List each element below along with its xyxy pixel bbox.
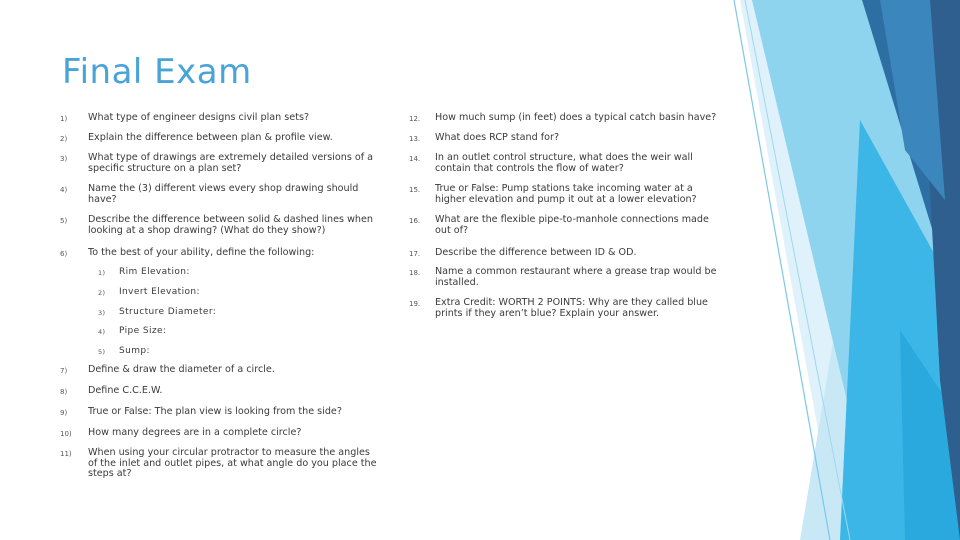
question-item-text: To the best of your ability, define the following:: [88, 247, 315, 258]
question-item-text: How much sump (in feet) does a typical catch basin have?: [435, 112, 717, 123]
question-item-text: True or False: The plan view is looking from the side?: [88, 406, 342, 417]
sub-question-item-text: Structure Diameter:: [119, 307, 217, 317]
sub-question-item-text: Sump:: [119, 346, 150, 356]
question-item-number: 5): [60, 217, 68, 225]
question-item-text: Define & draw the diameter of a circle.: [88, 364, 275, 375]
question-item-text: Name the (3) different views every shop drawing should have?: [88, 183, 359, 205]
question-item-text: True or False: Pump stations take incoming water at a higher elevation and pump it out at a lower elevation?: [435, 183, 697, 205]
question-item-number: 18.: [409, 269, 421, 277]
sub-question-item-text: Pipe Size:: [119, 326, 167, 336]
question-item-number: 3): [60, 155, 68, 163]
question-item-text: What does RCP stand for?: [435, 132, 560, 143]
question-item-number: 1): [60, 115, 68, 123]
question-item-number: 8): [60, 388, 68, 396]
page-title: Final Exam: [62, 52, 252, 92]
question-item-number: 16.: [409, 217, 421, 225]
question-item-number: 6): [60, 250, 68, 258]
sub-question-item-number: 5): [98, 348, 106, 356]
sub-question-item-number: 4): [98, 328, 106, 336]
sub-question-item-text: Invert Elevation:: [119, 287, 200, 297]
question-item-number: 9): [60, 409, 68, 417]
question-item-text: Describe the difference between solid & dashed lines when looking at a shop drawing? (What do they show?): [88, 214, 373, 236]
question-item-text: Extra Credit: WORTH 2 POINTS: Why are they called blue prints if they aren’t blue? Explain your answer.: [435, 297, 708, 319]
question-item-text: In an outlet control structure, what does the weir wall contain that controls the flow of water?: [435, 152, 693, 174]
question-item-number: 17.: [409, 250, 421, 258]
question-item-text: How many degrees are in a complete circle?: [88, 427, 302, 438]
sub-question-item-text: Rim Elevation:: [119, 267, 190, 277]
question-item-number: 11): [60, 450, 72, 458]
question-item-text: When using your circular protractor to measure the angles of the inlet and outlet pipes, at what angle do you place the steps at?: [88, 447, 377, 479]
question-item-number: 12.: [409, 115, 421, 123]
question-item-text: Define C.C.E.W.: [88, 385, 163, 396]
question-item-number: 14.: [409, 155, 421, 163]
sub-question-item-number: 3): [98, 309, 106, 317]
question-item-text: Describe the difference between ID & OD.: [435, 247, 637, 258]
question-item-text: Name a common restaurant where a grease trap would be installed.: [435, 266, 717, 288]
question-item-number: 2): [60, 135, 68, 143]
question-item-number: 10): [60, 430, 72, 438]
sub-question-item-number: 1): [98, 269, 106, 277]
question-item-number: 7): [60, 367, 68, 375]
question-item-number: 13.: [409, 135, 421, 143]
question-item-number: 15.: [409, 186, 421, 194]
question-item-number: 19.: [409, 300, 421, 308]
question-item-text: What are the flexible pipe-to-manhole connections made out of?: [435, 214, 709, 236]
sub-question-item-number: 2): [98, 289, 106, 297]
question-item-text: Explain the difference between plan & profile view.: [88, 132, 333, 143]
question-item-text: What type of engineer designs civil plan sets?: [88, 112, 310, 123]
question-item-number: 4): [60, 186, 68, 194]
question-item-text: What type of drawings are extremely detailed versions of a specific structure on a plan set?: [88, 152, 374, 174]
